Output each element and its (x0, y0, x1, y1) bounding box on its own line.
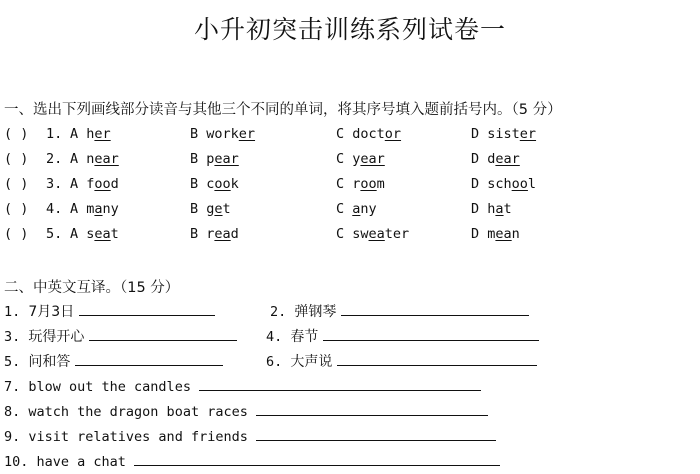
option-word: food (86, 176, 119, 192)
option-a (70, 226, 119, 242)
answer-blank[interactable] (199, 377, 481, 391)
item-number: 2. (270, 304, 295, 320)
option-letter: C (336, 126, 353, 142)
item-number: 10. (4, 454, 37, 470)
option-word: dear (487, 151, 520, 167)
underlined-letters: ea (495, 226, 512, 242)
option-d (471, 201, 512, 217)
option-b (190, 151, 239, 167)
page-title: 小升初突击训练系列试卷一 (193, 15, 506, 44)
option-word: read (206, 226, 239, 242)
answer-bracket[interactable]: ( ) (4, 126, 29, 142)
item-text: 弹钢琴 (294, 304, 341, 320)
option-letter: A (70, 226, 87, 242)
underlined-letters: ear (214, 151, 239, 167)
option-a (70, 151, 119, 167)
option-b (190, 126, 255, 142)
question-row (4, 226, 694, 248)
option-letter: B (190, 201, 207, 217)
option-letter: D (471, 176, 488, 192)
answer-blank[interactable] (337, 352, 537, 366)
item-number: 1. (4, 304, 29, 320)
item-number: 8. (4, 404, 29, 420)
option-letter: D (471, 201, 488, 217)
underlined-letters: ea (214, 226, 231, 242)
option-letter: D (471, 151, 488, 167)
item-text: 7月3日 (28, 304, 79, 320)
translation-item (270, 301, 529, 323)
underlined-letters: oo (360, 176, 377, 192)
translation-item (4, 402, 488, 424)
option-b (190, 201, 231, 217)
answer-blank[interactable] (341, 302, 529, 316)
section-2-heading: 二、中英文互译。（15 分） (4, 280, 180, 296)
option-c (336, 151, 385, 167)
translation-item (4, 351, 223, 373)
answer-blank[interactable] (75, 352, 223, 366)
item-text: visit relatives and friends (28, 429, 256, 445)
option-word: school (487, 176, 537, 192)
translation-item (266, 351, 537, 373)
option-letter: D (471, 226, 488, 242)
option-letter: A (70, 201, 87, 217)
option-word: worker (206, 126, 256, 142)
underlined-letters: oo (94, 176, 111, 192)
option-word: sweater (352, 226, 410, 242)
answer-blank[interactable] (89, 327, 237, 341)
option-letter: C (336, 151, 353, 167)
option-word: hat (487, 201, 512, 217)
option-letter: B (190, 151, 207, 167)
option-letter: B (190, 126, 207, 142)
option-c (336, 226, 409, 242)
option-word: mean (487, 226, 520, 242)
option-d (471, 151, 520, 167)
underlined-letters: ear (495, 151, 520, 167)
option-a (70, 126, 111, 142)
option-b (190, 176, 239, 192)
section-1-heading: 一、选出下列画线部分读音与其他三个不同的单词，将其序号填入题前括号内。（5 分） (4, 102, 562, 118)
option-letter: C (336, 176, 353, 192)
option-a (70, 176, 119, 192)
item-number: 4. (266, 329, 291, 345)
option-d (471, 226, 520, 242)
underlined-letters: oo (214, 176, 231, 192)
question-number: 4. (46, 201, 63, 217)
option-letter: C (336, 201, 353, 217)
answer-bracket[interactable]: ( ) (4, 226, 29, 242)
answer-blank[interactable] (323, 327, 539, 341)
item-text: 玩得开心 (28, 329, 89, 345)
option-word: her (86, 126, 111, 142)
underlined-letters: a (495, 201, 504, 217)
option-word: sister (487, 126, 537, 142)
underlined-letters: e (214, 201, 223, 217)
answer-blank[interactable] (256, 427, 496, 441)
option-c (336, 176, 385, 192)
question-number: 3. (46, 176, 63, 192)
item-number: 3. (4, 329, 29, 345)
option-word: seat (86, 226, 119, 242)
option-letter: A (70, 126, 87, 142)
underlined-letters: ea (368, 226, 385, 242)
answer-blank[interactable] (79, 302, 215, 316)
answer-bracket[interactable]: ( ) (4, 151, 29, 167)
underlined-letters: ear (94, 151, 119, 167)
answer-bracket[interactable]: ( ) (4, 201, 29, 217)
item-text: watch the dragon boat races (28, 404, 256, 420)
option-letter: A (70, 176, 87, 192)
option-letter: B (190, 176, 207, 192)
option-b (190, 226, 239, 242)
underlined-letters: a (352, 201, 361, 217)
question-row (4, 126, 694, 148)
item-text: 问和答 (28, 354, 75, 370)
translation-item (4, 427, 496, 449)
translation-item (4, 326, 237, 348)
translation-item (266, 326, 539, 348)
underlined-letters: er (519, 126, 537, 142)
option-d (471, 176, 536, 192)
option-a (70, 201, 119, 217)
option-word: doctor (352, 126, 402, 142)
option-word: room (352, 176, 385, 192)
option-word: cook (206, 176, 239, 192)
question-row (4, 151, 694, 173)
answer-blank[interactable] (134, 452, 500, 466)
option-word: pear (206, 151, 239, 167)
underlined-letters: ea (94, 226, 111, 242)
underlined-letters: oo (511, 176, 528, 192)
answer-bracket[interactable]: ( ) (4, 176, 29, 192)
question-row (4, 201, 694, 223)
option-letter: C (336, 226, 353, 242)
option-letter: A (70, 151, 87, 167)
item-number: 9. (4, 429, 29, 445)
translation-item (4, 377, 481, 399)
item-number: 6. (266, 354, 291, 370)
answer-blank[interactable] (256, 402, 488, 416)
question-number: 2. (46, 151, 63, 167)
option-c (336, 201, 377, 217)
underlined-letters: ear (360, 151, 385, 167)
option-word: many (86, 201, 119, 217)
underlined-letters: or (384, 126, 402, 142)
question-number: 1. (46, 126, 63, 142)
option-d (471, 126, 536, 142)
item-number: 5. (4, 354, 29, 370)
underlined-letters: er (94, 126, 111, 142)
option-c (336, 126, 401, 142)
option-letter: B (190, 226, 207, 242)
option-word: any (352, 201, 377, 217)
question-number: 5. (46, 226, 63, 242)
item-text: 春节 (290, 329, 323, 345)
option-word: year (352, 151, 385, 167)
translation-item (4, 301, 215, 323)
option-word: get (206, 201, 231, 217)
question-row (4, 176, 694, 198)
underlined-letters: a (94, 201, 103, 217)
item-text: blow out the candles (28, 379, 200, 395)
item-text: 大声说 (290, 354, 337, 370)
option-letter: D (471, 126, 488, 142)
underlined-letters: er (238, 126, 256, 142)
item-number: 7. (4, 379, 29, 395)
option-word: near (86, 151, 119, 167)
item-text: have a chat (36, 454, 135, 470)
